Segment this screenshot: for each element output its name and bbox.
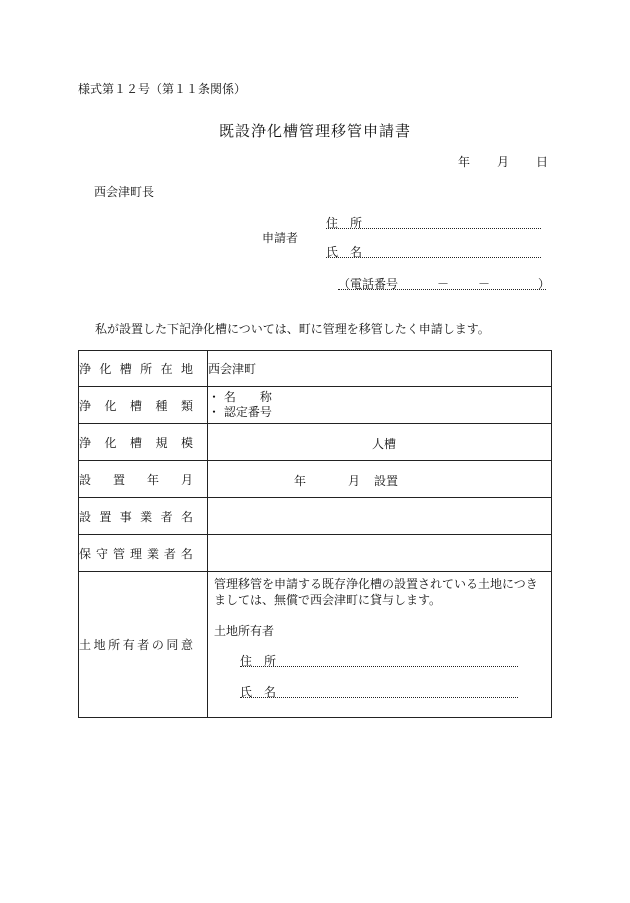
owner-address-line[interactable] xyxy=(240,666,518,667)
phone-line[interactable] xyxy=(338,289,546,290)
owner-label: 土地所有者 xyxy=(214,624,275,638)
installer-label: 設 置 事 業 者 名 xyxy=(79,498,208,535)
type-name: ・ 名 称 xyxy=(208,390,272,404)
applicant-name-line[interactable] xyxy=(326,257,541,258)
phone-close: ） xyxy=(538,277,551,291)
date-year: 年 xyxy=(458,155,471,169)
install-month: 月 xyxy=(348,474,361,488)
install-label: 設 置 年 月 xyxy=(79,461,208,498)
form-number: 様式第１２号（第１１条関係） xyxy=(78,82,247,96)
type-label: 浄 化 槽 種 類 xyxy=(79,387,208,424)
applicant-address-label: 住 所 xyxy=(326,216,363,230)
phone-dash-1: － xyxy=(437,277,450,291)
installer-value[interactable] xyxy=(208,498,552,535)
owner-name-label: 氏 名 xyxy=(240,685,277,699)
location-label: 浄 化 槽 所 在 地 xyxy=(79,351,208,387)
consent-text: 管理移管を申請する既存浄化槽の設置されている土地につきましては、無償で西会津町に貸与します。 xyxy=(214,577,538,607)
consent-label: 土 地 所 有 者 の 同 意 xyxy=(79,572,208,718)
maintainer-label: 保 守 管 理 業 者 名 xyxy=(79,535,208,572)
type-cert: ・ 認定番号 xyxy=(208,405,272,419)
maintainer-value[interactable] xyxy=(208,535,552,572)
consent-value xyxy=(208,572,552,718)
install-year: 年 xyxy=(294,474,307,488)
applicant-name-label: 氏 名 xyxy=(326,245,363,259)
page-title: 既設浄化槽管理移管申請書 xyxy=(218,122,411,140)
addressee: 西会津町長 xyxy=(94,185,155,199)
scale-unit: 人槽 xyxy=(372,437,397,451)
applicant-address-line[interactable] xyxy=(326,228,541,229)
scale-label: 浄 化 槽 規 模 xyxy=(79,424,208,461)
install-value[interactable] xyxy=(208,461,552,498)
scale-value[interactable] xyxy=(208,424,552,461)
install-suffix: 設置 xyxy=(374,474,399,488)
intro-text: 私が設置した下記浄化槽については、町に管理を移管したく申請します。 xyxy=(95,322,490,336)
owner-name-line[interactable] xyxy=(240,697,518,698)
application-table xyxy=(78,350,552,718)
date-day: 日 xyxy=(536,155,549,169)
location-value[interactable]: 西会津町 xyxy=(208,351,552,387)
phone-dash-2: － xyxy=(478,277,491,291)
type-value[interactable] xyxy=(208,387,552,424)
owner-address-label: 住 所 xyxy=(240,654,277,668)
date-month: 月 xyxy=(497,155,510,169)
phone-label: （電話番号 xyxy=(338,277,399,291)
applicant-label: 申請者 xyxy=(262,231,299,245)
